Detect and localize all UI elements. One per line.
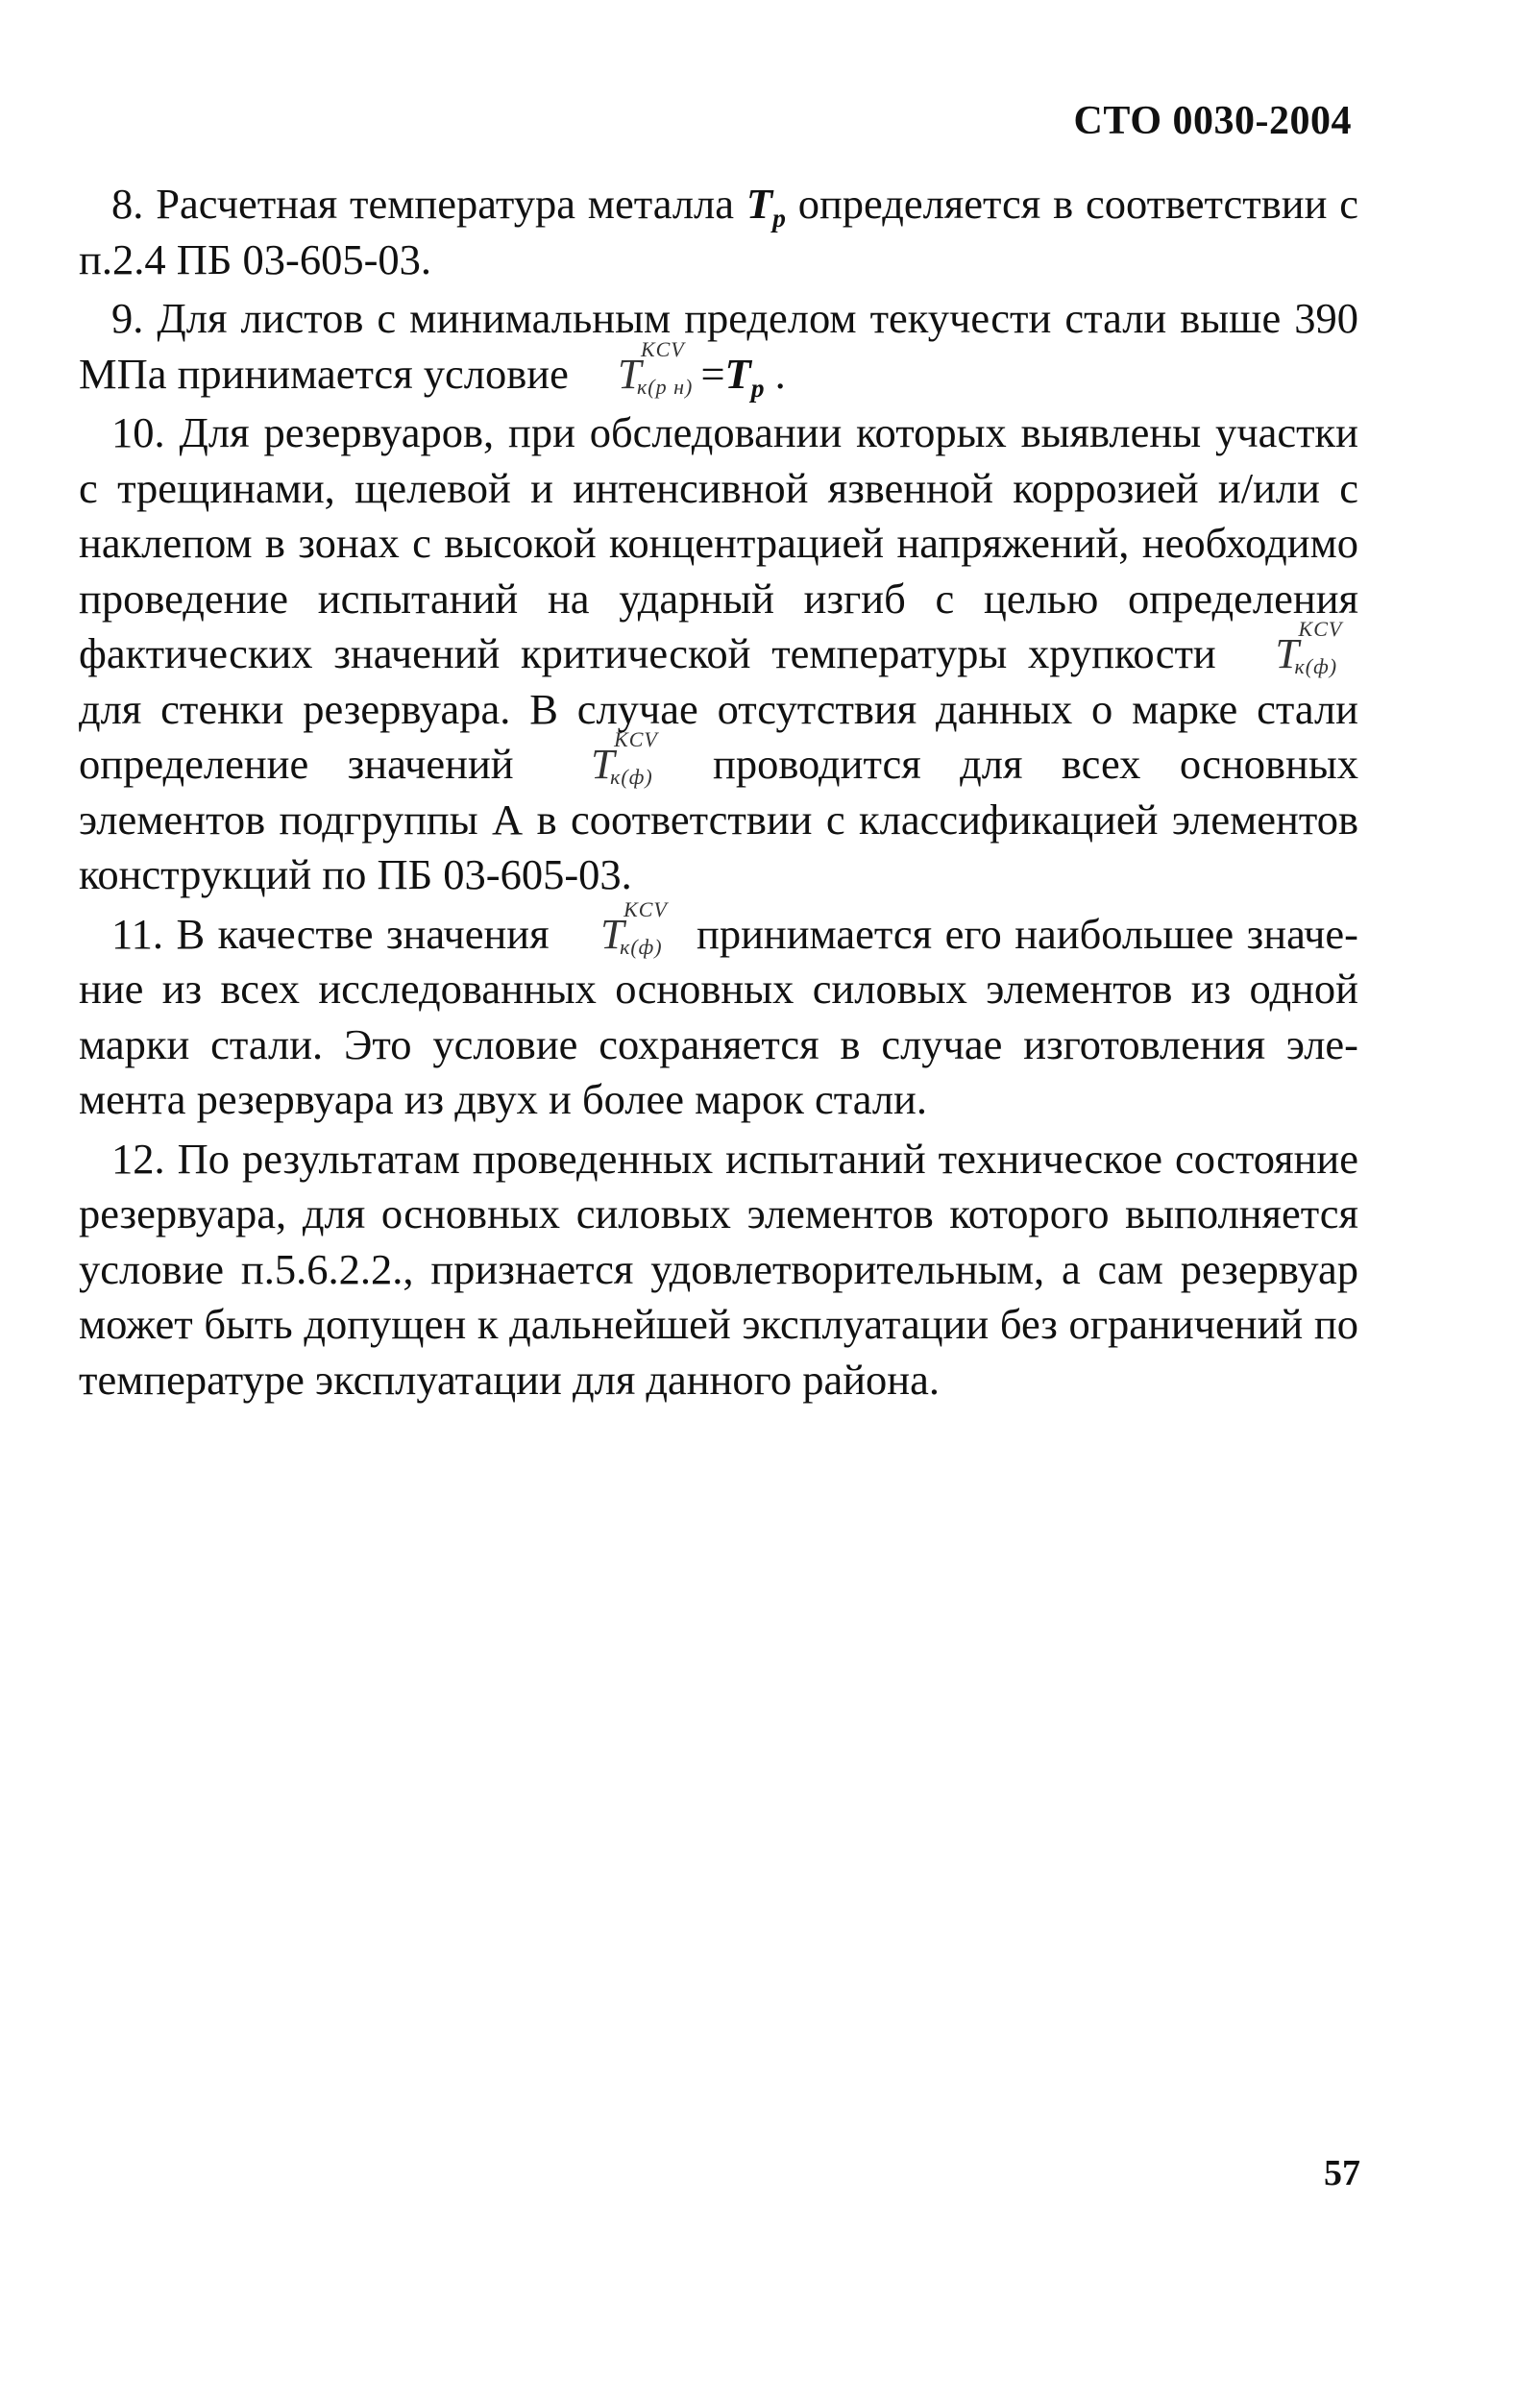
formula-sup: KCV [614, 727, 658, 751]
formula-main: T [591, 741, 615, 788]
formula-main: T [617, 350, 642, 398]
formula-sub: к(ф) [620, 934, 663, 959]
formula-sub: к(ф) [1294, 654, 1338, 678]
paragraph-11 [79, 896, 1358, 1128]
symbol-tp-2-sub: p [750, 372, 765, 403]
paragraph-10-text-a: 10. Для резервуаров, при обследовании которых выявлены участки с трещинами, щелевой и интенсивной язвенной коррозией и/или с наклепом в зонах с высокой концентрацией напряжений, необходимо проведение испытаний на ударный изгиб с целью определения фактических значений критической температуры хрупкости [79, 408, 1358, 677]
symbol-tp [746, 180, 786, 233]
formula-sup: KCV [640, 336, 685, 361]
paragraph-12: 12. По результатам проведенных испытаний техническое состояние резервуара, для основных силовых элементов которого выполняется условие п.5.6.2.2., признается удовлетворительным, а сам резервуар может быть допущен к дальнейшей эксплуатации без ограничений по температуре эксплуатации для данного района. [79, 1134, 1358, 1404]
formula-sub: к(р н) [636, 374, 694, 399]
document-body [79, 177, 1358, 1411]
formula-sup: KCV [623, 896, 668, 921]
formula-sup: KCV [1298, 617, 1343, 641]
paragraph-11-text-b: принимается его наибольшее значение из всех исследованных основных силовых элементов из одной марки стали. Это условие сохраняется в случае изготовления элемента резервуара из двух и более марок стали. [79, 909, 1358, 1123]
paragraph-10 [79, 405, 1358, 903]
paragraph-8-text-a: 8. Расчетная температура металла [111, 180, 746, 228]
page-number: 57 [1324, 2153, 1360, 2193]
paragraph-8 [79, 177, 1358, 287]
symbol-tp-2 [724, 349, 765, 403]
formula-tk-f-3 [568, 896, 679, 959]
formula-sub: к(ф) [610, 765, 653, 789]
paragraph-9-eq: = [700, 349, 725, 398]
symbol-tp-sub: p [772, 202, 786, 233]
paragraph-9-text-a: 9. Для листов с минимальным пределом текучести стали выше 390 МПа принимается условие [79, 294, 1358, 398]
symbol-tp-2-main: T [724, 349, 751, 398]
formula-tk-f-1 [1243, 617, 1355, 678]
formula-main: T [1275, 630, 1299, 677]
paragraph-9-end: . [764, 349, 786, 398]
symbol-tp-main: T [746, 180, 773, 228]
formula-tk-f-2 [558, 727, 670, 789]
paragraph-11-text-a: 11. В качестве значения [111, 909, 563, 958]
formula-tk-rn [585, 336, 697, 399]
document-code-header: СТО 0030-2004 [1073, 99, 1352, 143]
paragraph-9 [79, 291, 1358, 402]
paragraph-10-text-b: для стенки резервуара. В случае отсутствия данных о марке стали определение значений [79, 684, 1358, 788]
paragraph-8-text-b: определяется в соответствии с п.2.4 ПБ 03-605-03. [79, 180, 1358, 283]
formula-main: T [600, 910, 624, 958]
paragraph-10-text-c: проводится для всех основных элементов подгруппы А в соответствии с классификацией элементов конструкций по ПБ 03-605-03. [79, 740, 1358, 898]
